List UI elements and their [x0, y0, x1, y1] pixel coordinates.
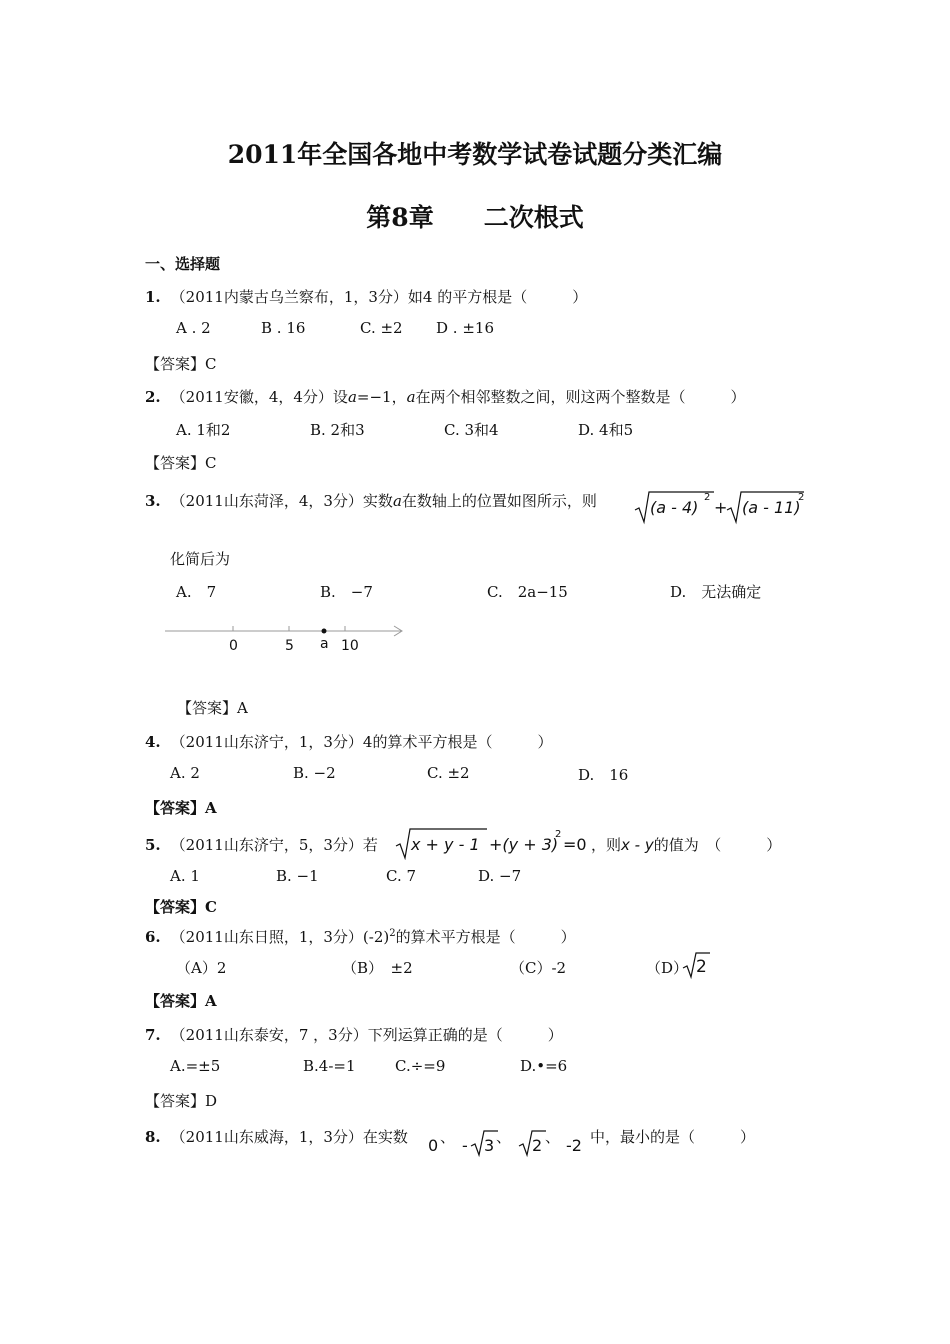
superscript: 2	[389, 928, 396, 939]
q1-option-c: C. ±2	[360, 319, 403, 337]
question-text-b: =−1，	[356, 388, 407, 406]
q4-option-a: A. 2	[170, 764, 200, 782]
question-text-a: （2011山东威海，1，3分）在实数	[170, 1128, 408, 1146]
q8-separator-1: 、	[440, 1128, 456, 1146]
q1-option-b: B . 16	[261, 319, 306, 337]
q5-radicand: x + y - 1	[411, 835, 480, 854]
tick-label-10: 10	[341, 638, 359, 654]
q1-option-a: A . 2	[176, 319, 211, 337]
tick-label-5: 5	[285, 638, 294, 654]
question-text-c: 的值为 （ ）	[653, 836, 782, 854]
q3-plus: +	[714, 498, 728, 517]
question-number: 5.	[145, 836, 161, 854]
q3-exp-1: 2	[704, 492, 711, 503]
q3-option-a: A. 7	[176, 583, 217, 601]
q2-option-d: D. 4和5	[578, 421, 634, 439]
q2-option-a: A. 1和2	[176, 421, 231, 439]
variable-a: a	[392, 492, 402, 510]
question-2	[145, 386, 746, 407]
q8-negative-sign: -	[462, 1136, 468, 1155]
q3-option-c: C. 2a−15	[487, 583, 568, 601]
q2-option-b: B. 2和3	[310, 421, 365, 439]
variable-a: a	[347, 388, 357, 406]
number-line	[165, 620, 410, 640]
q3-expr-2: (a - 11)	[742, 498, 801, 517]
question-text-a: （2011山东济宁，5，3分）若	[170, 836, 378, 854]
q7-answer: 【答案】D	[145, 1092, 218, 1110]
question-5	[145, 834, 378, 855]
q8-number-list	[428, 1126, 598, 1160]
question-number: 8.	[145, 1128, 161, 1146]
q6-option-c: （C）-2	[510, 959, 567, 977]
q8-text-tail: 中，最小的是（ ）	[590, 1128, 756, 1146]
q3-exp-2: 2	[798, 492, 805, 503]
q7-option-b: B.4-=1	[303, 1057, 356, 1075]
question-text-a: （2011山东菏泽，4，3分）实数	[170, 492, 393, 510]
question-8	[145, 1126, 408, 1147]
q5-equals: =0	[563, 835, 587, 854]
question-number: 4.	[145, 733, 161, 751]
q8-separator-2: 、	[496, 1128, 512, 1146]
question-text-b: 在数轴上的位置如图所示，则	[401, 492, 597, 510]
q5-text-tail	[591, 834, 781, 855]
q6-option-a: （A）2	[176, 959, 227, 977]
q2-option-c: C. 3和4	[444, 421, 499, 439]
question-number: 3.	[145, 492, 161, 510]
q3-answer: 【答案】A	[177, 699, 248, 717]
q2-answer: 【答案】C	[145, 454, 217, 472]
q5-option-c: C. 7	[386, 867, 417, 885]
q5-answer: 【答案】C	[145, 898, 217, 916]
q6-radicand: 2	[696, 957, 707, 977]
q5-option-b: B. −1	[276, 867, 319, 885]
q3-expr-1: (a - 4)	[650, 498, 699, 517]
q4-option-b: B. −2	[293, 764, 336, 782]
q6-option-d: （D）	[646, 959, 689, 977]
q7-option-d: D.•=6	[520, 1057, 568, 1075]
q1-option-d: D . ±16	[436, 319, 494, 337]
question-7	[145, 1024, 563, 1045]
q8-separator-3: 、	[545, 1128, 561, 1146]
point-label-a: a	[320, 636, 329, 652]
q4-answer: 【答案】A	[145, 799, 217, 817]
question-1	[145, 286, 587, 307]
q5-exp: 2	[555, 829, 562, 840]
section-heading: 一、选择题	[145, 255, 221, 273]
question-text: （2011内蒙古乌兰察布，1，3分）如4 的平方根是（ ）	[170, 288, 588, 306]
q6-option-b: （B） ±2	[342, 959, 413, 977]
q3-option-d: D. 无法确定	[670, 583, 762, 601]
q7-option-c: C.÷=9	[395, 1057, 446, 1075]
q3-continuation: 化简后为	[170, 550, 231, 568]
q5-option-a: A. 1	[170, 867, 200, 885]
chapter-title: 第8章 二次根式	[366, 203, 584, 232]
question-text: （2011山东泰安，7 ，3分）下列运算正确的是（ ）	[170, 1026, 563, 1044]
q8-radicand-2: 2	[532, 1136, 543, 1155]
question-text-b: 的算术平方根是（ ）	[395, 928, 576, 946]
q8-minus-two: -2	[566, 1136, 582, 1155]
q3-radical-expression	[634, 490, 806, 526]
question-text: （2011山东济宁，1，3分）4的算术平方根是（ ）	[170, 733, 553, 751]
q5-tail: +(y + 3)	[489, 835, 559, 854]
question-4	[145, 731, 552, 752]
question-number: 1.	[145, 288, 161, 306]
question-number: 6.	[145, 928, 161, 946]
expression-x-minus-y: x - y	[621, 836, 654, 854]
question-3	[145, 490, 597, 511]
q5-option-d: D. −7	[478, 867, 522, 885]
q6-answer: 【答案】A	[145, 992, 217, 1010]
q1-answer: 【答案】C	[145, 355, 217, 373]
q8-zero: 0	[428, 1136, 439, 1155]
question-6	[145, 926, 576, 947]
question-text-a: （2011安徽，4，4分）设	[170, 388, 348, 406]
question-text-a: （2011山东日照，1，3分）(-2)	[170, 928, 390, 946]
number-line-figure	[165, 620, 410, 660]
q4-option-d: D. 16	[578, 766, 629, 784]
q5-radical-expression	[395, 826, 595, 860]
question-text-c: 在两个相邻整数之间，则这两个整数是（ ）	[415, 388, 746, 406]
tick-label-0: 0	[229, 638, 238, 654]
question-number: 2.	[145, 388, 161, 406]
variable-a: a	[406, 388, 416, 406]
q8-radicand-3: 3	[484, 1136, 495, 1155]
q6-option-d-radical	[682, 950, 712, 980]
question-text-b: ，则	[591, 836, 622, 854]
q4-option-c: C. ±2	[427, 764, 470, 782]
question-number: 7.	[145, 1026, 161, 1044]
q3-option-b: B. −7	[320, 583, 373, 601]
document-title: 2011年全国各地中考数学试卷试题分类汇编	[227, 140, 723, 169]
q7-option-a: A.=±5	[170, 1057, 221, 1075]
